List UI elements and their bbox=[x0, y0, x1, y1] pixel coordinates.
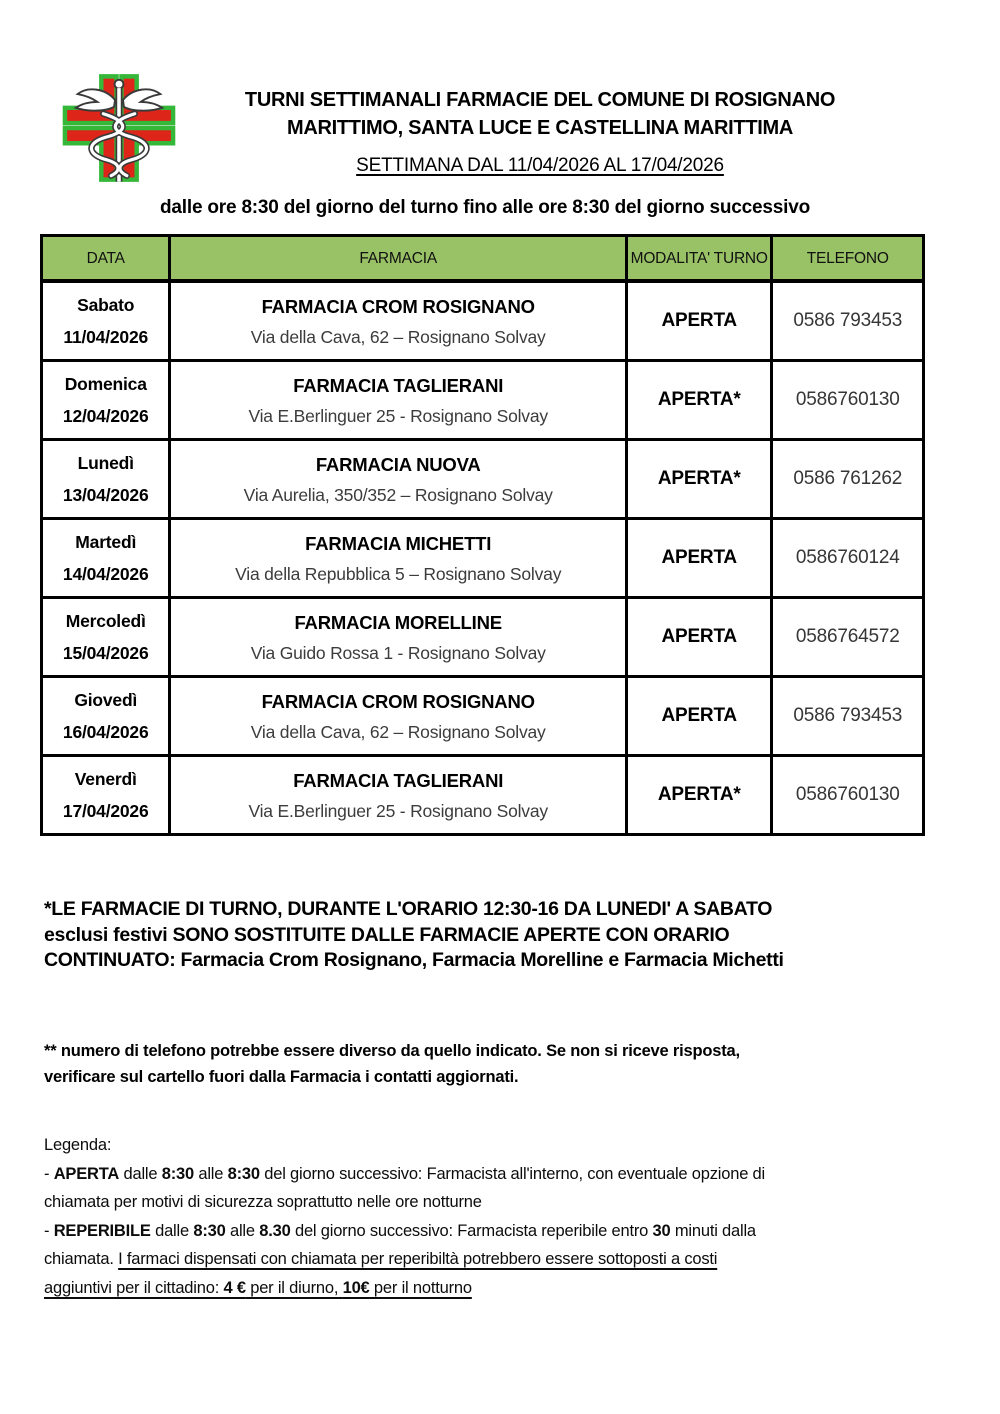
pharmacy-cell bbox=[170, 519, 627, 598]
phone-number: 0586764572 bbox=[772, 598, 924, 677]
phone-number: 0586760124 bbox=[772, 519, 924, 598]
turn-mode: APERTA* bbox=[626, 361, 771, 440]
pharmacy-cross-caduceus-icon bbox=[60, 72, 178, 184]
day-date: 11/04/2026 bbox=[63, 327, 149, 347]
turn-mode: APERTA bbox=[626, 677, 771, 756]
phone-number: 0586760130 bbox=[772, 361, 924, 440]
legend-segment: 8:30 bbox=[227, 1164, 260, 1183]
legend-segment: dalle bbox=[119, 1164, 162, 1183]
pharmacy-address: Via della Cava, 62 – Rosignano Solvay bbox=[250, 721, 546, 742]
pharmacy-schedule-table bbox=[40, 234, 925, 836]
turn-mode: APERTA* bbox=[626, 440, 771, 519]
legend-segment: alle bbox=[225, 1221, 260, 1240]
legend-segment: 4 € bbox=[223, 1278, 246, 1297]
table-row bbox=[42, 598, 924, 677]
pharmacy-name: FARMACIA TAGLIERANI bbox=[293, 374, 504, 396]
day-cell bbox=[42, 440, 170, 519]
day-cell bbox=[42, 598, 170, 677]
legend-segment: - bbox=[44, 1164, 54, 1183]
day-name: Venerdì bbox=[74, 769, 137, 789]
day-date: 14/04/2026 bbox=[62, 564, 149, 584]
day-cell bbox=[42, 677, 170, 756]
column-header-data: DATA bbox=[42, 236, 170, 282]
page-title: TURNI SETTIMANALI FARMACIE DEL COMUNE DI ROSIGNANO MARITTIMO, SANTA LUCE E CASTELLINA MARITTIMA bbox=[244, 89, 836, 139]
pharmacy-cell bbox=[170, 440, 627, 519]
column-header-farmacia: FARMACIA bbox=[170, 236, 627, 282]
day-cell bbox=[42, 281, 170, 361]
pharmacy-cell bbox=[170, 361, 627, 440]
legend bbox=[44, 1131, 964, 1302]
day-cell bbox=[42, 361, 170, 440]
table-row bbox=[42, 440, 924, 519]
day-date: 15/04/2026 bbox=[62, 643, 149, 663]
phone-disclaimer-note bbox=[44, 1038, 956, 1090]
day-name: Martedì bbox=[75, 532, 137, 552]
table-row bbox=[42, 361, 924, 440]
legend-line bbox=[44, 1217, 964, 1246]
note-line: *LE FARMACIE DI TURNO, DURANTE L'ORARIO 12:30-16 DA LUNEDI' A SABATO bbox=[44, 898, 773, 920]
legend-lines bbox=[44, 1160, 964, 1303]
phone-number: 0586760130 bbox=[772, 756, 924, 835]
table-row bbox=[42, 677, 924, 756]
pharmacy-name: FARMACIA CROM ROSIGNANO bbox=[261, 690, 535, 712]
table-row bbox=[42, 281, 924, 361]
legend-segment: aggiuntivi per il cittadino: bbox=[44, 1278, 224, 1297]
note-line: ** numero di telefono potrebbe essere diverso da quello indicato. Se non si riceve risposta, bbox=[44, 1042, 740, 1060]
day-name: Giovedì bbox=[74, 690, 138, 710]
legend-segment: 30 bbox=[652, 1221, 671, 1240]
turn-mode: APERTA bbox=[626, 519, 771, 598]
legend-segment: alle bbox=[193, 1164, 228, 1183]
legend-segment: per il notturno bbox=[369, 1278, 472, 1297]
pharmacy-cell bbox=[170, 756, 627, 835]
legend-segment: 8:30 bbox=[161, 1164, 194, 1183]
legend-segment: REPERIBILE bbox=[53, 1221, 151, 1240]
legend-heading: Legenda: bbox=[44, 1136, 112, 1154]
legend-segment: 8.30 bbox=[259, 1221, 291, 1240]
legend-segment: minuti dalla bbox=[670, 1221, 756, 1240]
note-line: esclusi festivi SONO SOSTITUITE DALLE FARMACIE APERTE CON ORARIO bbox=[44, 923, 730, 946]
column-header-telefono: TELEFONO bbox=[772, 236, 924, 282]
pharmacy-cell bbox=[170, 598, 627, 677]
substitution-note bbox=[44, 897, 956, 974]
legend-segment: per il diurno, bbox=[245, 1278, 343, 1297]
pharmacy-name: FARMACIA NUOVA bbox=[315, 453, 481, 475]
day-date: 16/04/2026 bbox=[62, 722, 149, 742]
table-header-row bbox=[42, 236, 924, 282]
day-date: 12/04/2026 bbox=[62, 406, 149, 426]
phone-number: 0586 761262 bbox=[772, 440, 924, 519]
note-line: CONTINUATO: Farmacia Crom Rosignano, Farmacia Morelline e Farmacia Michetti bbox=[44, 949, 784, 971]
table-row bbox=[42, 756, 924, 835]
day-name: Lunedì bbox=[77, 453, 134, 473]
week-subtitle: SETTIMANA DAL 11/04/2026 AL 17/04/2026 bbox=[356, 155, 724, 176]
day-date: 17/04/2026 bbox=[62, 801, 149, 821]
legend-segment: I farmaci dispensati con chiamata per reperibiltà potrebbero essere sottoposti a costi bbox=[118, 1250, 718, 1268]
pharmacy-name: FARMACIA TAGLIERANI bbox=[293, 769, 504, 791]
legend-segment: chiamata. bbox=[44, 1250, 119, 1268]
pharmacy-name: FARMACIA CROM ROSIGNANO bbox=[261, 295, 535, 317]
pharmacy-name: FARMACIA MICHETTI bbox=[305, 532, 492, 554]
day-cell bbox=[42, 519, 170, 598]
pharmacy-address: Via Aurelia, 350/352 – Rosignano Solvay bbox=[243, 484, 553, 505]
legend-segment: chiamata per motivi di sicurezza soprattutto nelle ore notturne bbox=[44, 1193, 482, 1211]
legend-segment: dalle bbox=[150, 1221, 194, 1240]
pharmacy-cell bbox=[170, 677, 627, 756]
phone-number: 0586 793453 bbox=[772, 281, 924, 361]
day-date: 13/04/2026 bbox=[62, 485, 149, 505]
legend-segment: 8:30 bbox=[193, 1221, 226, 1240]
shift-hours-tagline: dalle ore 8:30 del giorno del turno fino alle ore 8:30 del giorno successivo bbox=[160, 197, 810, 218]
legend-segment: APERTA bbox=[53, 1164, 120, 1183]
pharmacy-cell bbox=[170, 281, 627, 361]
pharmacy-address: Via E.Berlinguer 25 - Rosignano Solvay bbox=[248, 405, 548, 426]
turn-mode: APERTA bbox=[626, 598, 771, 677]
pharmacy-address: Via Guido Rossa 1 - Rosignano Solvay bbox=[250, 642, 546, 663]
legend-segment: - bbox=[44, 1221, 54, 1240]
legend-line bbox=[44, 1245, 964, 1274]
day-name: Domenica bbox=[64, 374, 147, 394]
turn-mode: APERTA bbox=[626, 281, 771, 361]
day-cell bbox=[42, 756, 170, 835]
legend-line bbox=[44, 1188, 964, 1217]
pharmacy-address: Via della Repubblica 5 – Rosignano Solvay bbox=[235, 563, 562, 584]
turn-mode: APERTA* bbox=[626, 756, 771, 835]
note-line: verificare sul cartello fuori dalla Farmacia i contatti aggiornati. bbox=[44, 1068, 519, 1086]
legend-segment: del giorno successivo: Farmacista all'interno, con eventuale opzione di bbox=[259, 1164, 765, 1183]
legend-line bbox=[44, 1160, 964, 1189]
day-name: Mercoledì bbox=[65, 611, 146, 631]
pharmacy-name: FARMACIA MORELLINE bbox=[294, 611, 502, 633]
phone-number: 0586 793453 bbox=[772, 677, 924, 756]
schedule-table-body bbox=[42, 281, 924, 835]
legend-segment: 10€ bbox=[342, 1278, 370, 1297]
pharmacy-address: Via della Cava, 62 – Rosignano Solvay bbox=[250, 326, 546, 347]
legend-segment: del giorno successivo: Farmacista reperibile entro bbox=[290, 1221, 653, 1240]
legend-line bbox=[44, 1274, 964, 1303]
day-name: Sabato bbox=[77, 295, 135, 315]
pharmacy-address: Via E.Berlinguer 25 - Rosignano Solvay bbox=[248, 800, 548, 821]
table-row bbox=[42, 519, 924, 598]
column-header-modalita: MODALITA' TURNO bbox=[626, 236, 771, 282]
